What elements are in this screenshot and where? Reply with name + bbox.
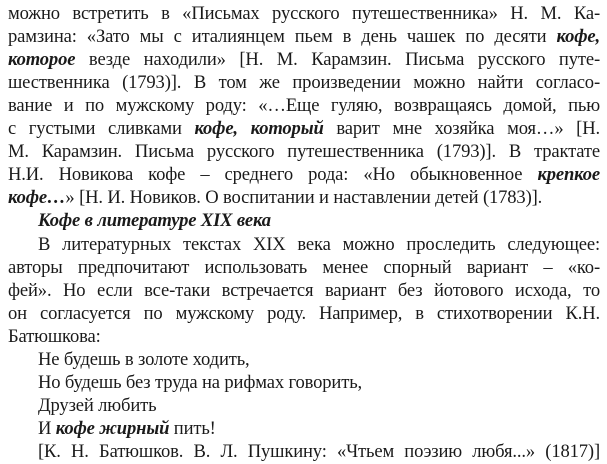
text-line: с густыми сливками кофе, который варит мне хозяйка моя…» [Н. [8,118,600,139]
emphasis: кофе… [8,187,66,208]
emphasis: кофе, который [194,118,324,139]
text-line: можно встретить в «Письмах русского путешественника» Н. М. Ка- [8,3,600,24]
verse-line: Но будешь без труда на рифмах говорить, [38,372,363,393]
text-line: кофе…» [Н. И. Новиков. О воспитании и наставлении детей (1783)]. [8,187,543,208]
text-line: которое везде находили» [Н. М. Карамзин. Письма русского путе- [8,49,600,70]
text-line: М. Карамзин. Письма русского путешественника (1793)]. В трактате [8,141,600,162]
text-line: фей». Но если все-таки встречается вариант без йотового исхода, то [8,280,600,301]
text-line: вание и по мужскому роду: «…Еще гуляю, возвращаясь домой, пью [8,95,600,116]
citation: [К. Н. Батюшков. В. Л. Пушкину: «Чтьем поэзию любя...» (1817)] [38,441,600,462]
text-line: Батюшкова: [8,326,101,347]
verse-line: Не будешь в золоте ходить, [38,349,250,370]
verse-line: Друзей любить [38,395,157,416]
emphasis: крепкое [537,164,600,185]
text-line: авторы предпочитают использовать менее спорный вариант – «ко- [8,257,600,278]
text-line: Н.И. Новикова кофе – среднего рода: «Но обыкновенное крепкое [8,164,600,185]
text-line: В литературных текстах XIX века можно проследить следующее: [38,234,600,255]
text-line: шественника (1793)]. В том же произведении можно найти согласо- [8,72,600,93]
text-line: рамзина: «Зато мы с италиянцем пьем в день чашек по десяти кофе, [8,26,600,47]
section-heading: Кофе в литературе XIX века [38,210,271,231]
verse-line: И кофе жирный пить! [38,418,216,439]
emphasis: которое [8,49,76,70]
emphasis: кофе, [556,26,600,47]
text-line: он согласуется по мужскому роду. Например, в стихотворении К.Н. [8,303,600,324]
emphasis: кофе жирный [55,418,170,439]
